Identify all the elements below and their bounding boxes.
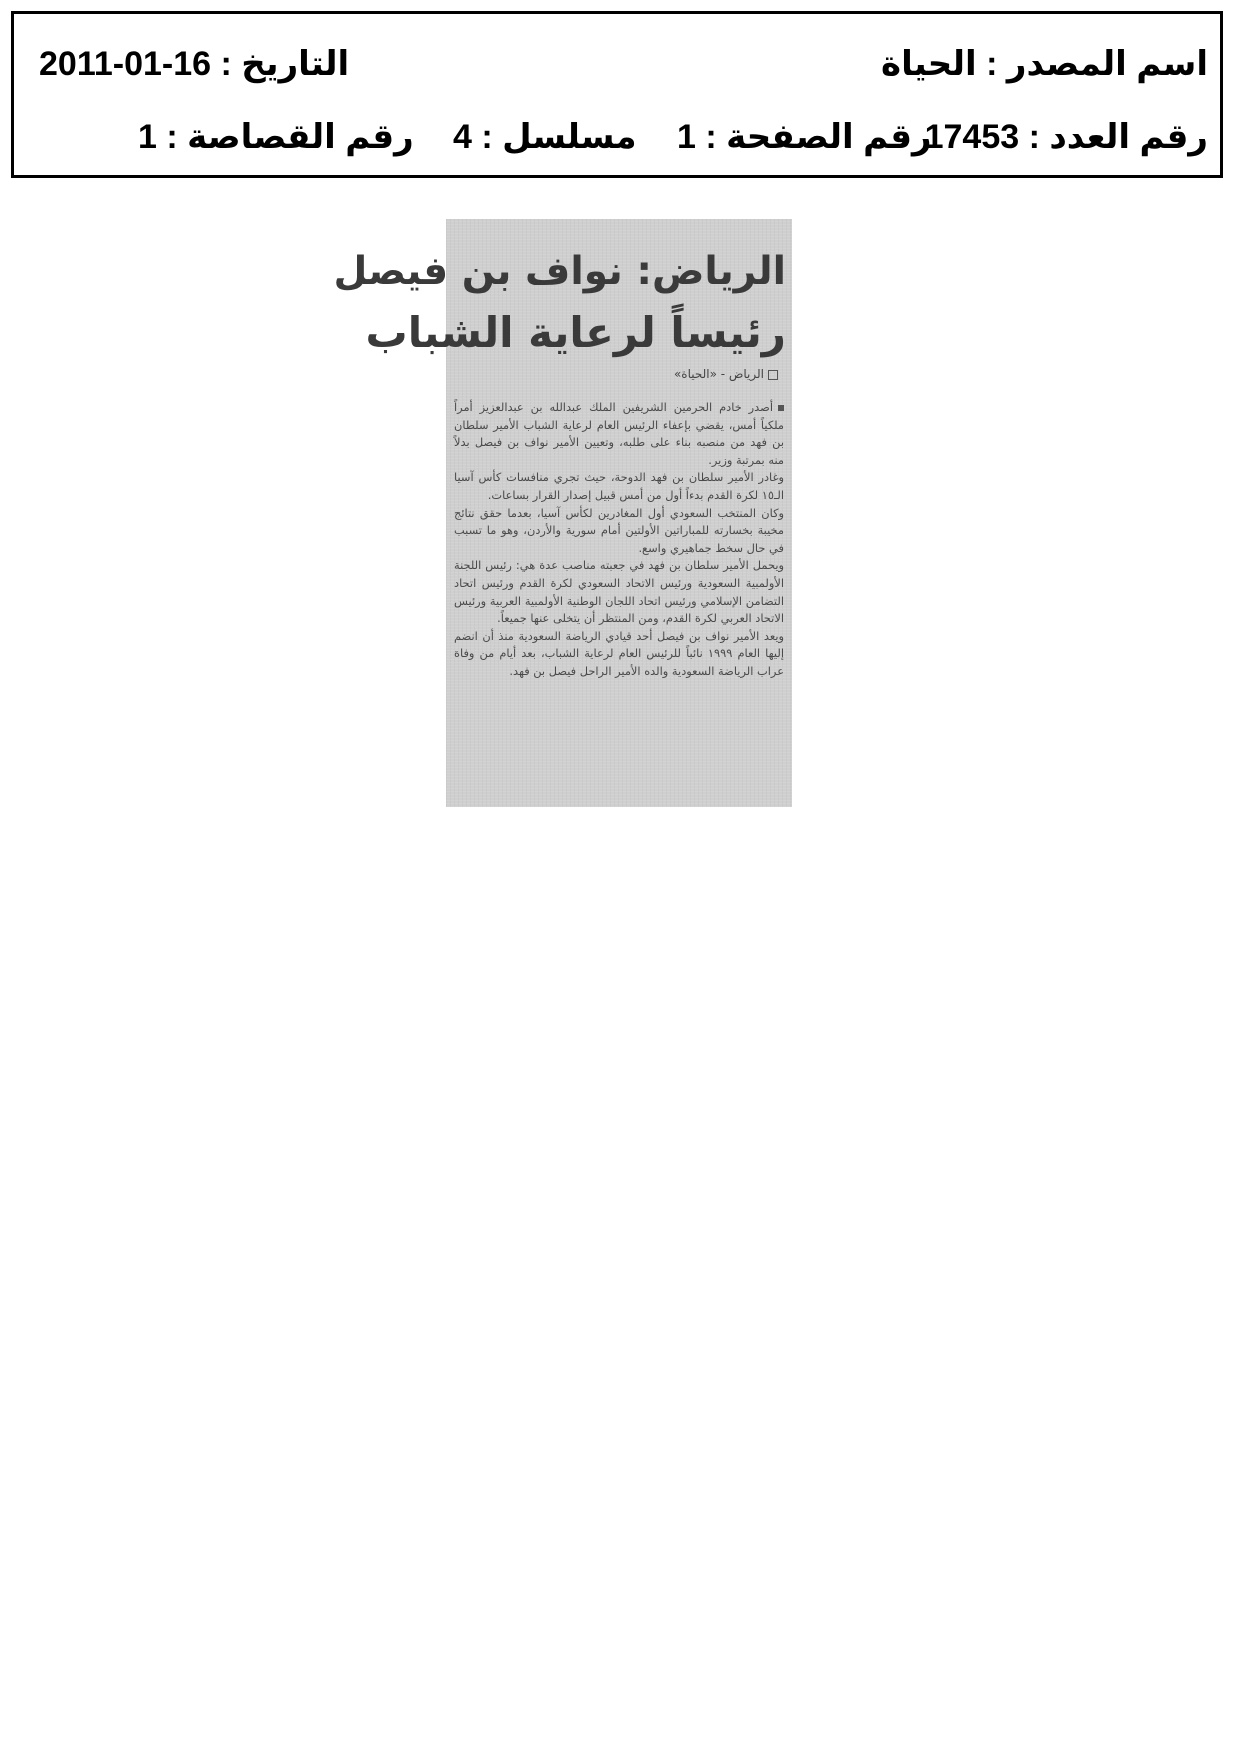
headline-line-2: رئيساً لرعاية الشباب: [365, 308, 786, 357]
clip-number: رقم القصاصة : 1: [138, 118, 414, 156]
article-paragraph: أصدر خادم الحرمين الشريفين الملك عبدالله بن عبدالعزيز أمراً ملكياً أمس، يقضي بإعفاء الرئيس العام لرعاية الشباب الأمير سلطان بن فهد من منصبه بناء على طلبه، وتعيين الأمير نواف بن فيصل بدلاً منه بمرتبة وزير.: [454, 400, 784, 467]
issue-number: رقم العدد : 17453: [924, 118, 1208, 156]
article-paragraph: ويعد الأمير نواف بن فيصل أحد قيادي الرياضة السعودية منذ أن انضم إليها العام ١٩٩٩ نائباً للرئيس العام لرعاية الشباب، بعد أيام من وفاة عراب الرياضة السعودية والده الأمير الراحل فيصل بن فهد.: [454, 628, 784, 678]
article-paragraph: وكان المنتخب السعودي أول المغادرين لكأس آسيا، بعدما حقق نتائج مخيبة بخسارته للمباراتين الأولتين أمام سورية والأردن، وهو ما تسبب في حال سخط جماهيري واسع.: [454, 505, 784, 555]
page-number: رقم الصفحة : 1: [677, 118, 932, 156]
date-field: [39, 44, 349, 84]
square-bullet-icon: [768, 370, 778, 380]
byline: [674, 367, 778, 381]
serial-number: مسلسل : 4: [453, 118, 637, 156]
newspaper-clipping: [333, 219, 792, 807]
byline-text: الرياض - «الحياة»: [673, 367, 764, 381]
article-paragraph: وغادر الأمير سلطان بن فهد الدوحة، حيث تجري منافسات كأس آسيا الـ١٥ لكرة القدم بدءاً أول من أمس قبيل إصدار القرار بساعات.: [454, 470, 784, 502]
clipping-metadata-header: [11, 11, 1223, 178]
square-bullet-icon: [778, 405, 784, 411]
article-paragraph: ويحمل الأمير سلطان بن فهد في جعبته مناصب عدة هي: رئيس اللجنة الأولمبية السعودية ورئيس الاتحاد السعودي لكرة القدم ورئيس اتحاد التضامن الإسلامي ورئيس اتحاد اللجان الوطنية الأولمبية العربية ورئيس الاتحاد العربي لكرة القدم، ومن المنتظر أن يتخلى عنها جميعاً.: [454, 558, 784, 626]
headline-line-1: الرياض: نواف بن فيصل: [333, 249, 786, 294]
date-label: التاريخ : 16-01-2011: [39, 45, 350, 83]
source-name: اسم المصدر : الحياة: [881, 45, 1208, 83]
article-body: [454, 399, 784, 681]
